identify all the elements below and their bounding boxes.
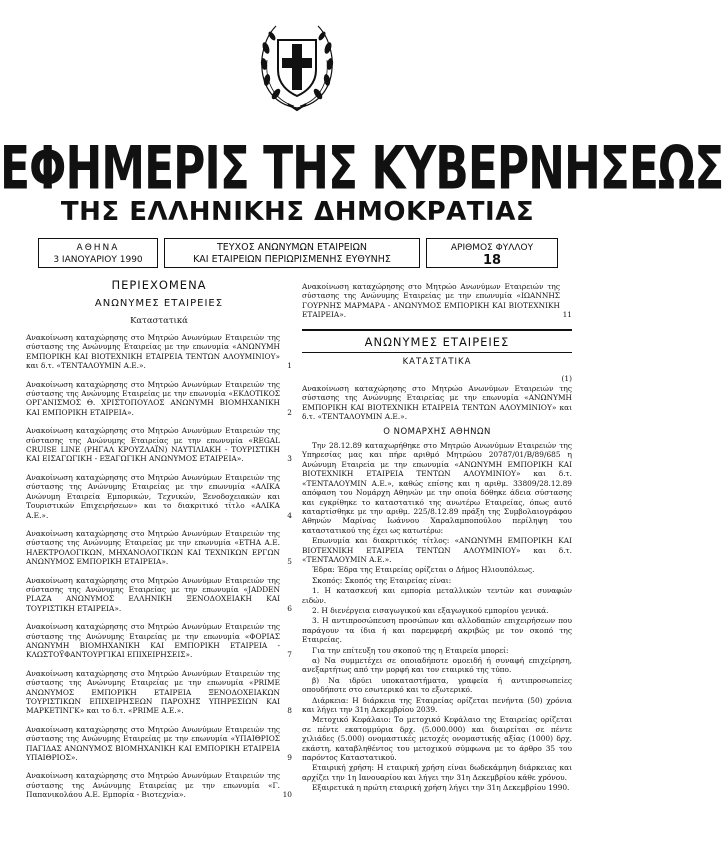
toc-item[interactable]: Ανακοίνωση καταχώρησης στο Μητρώο Ανωνύμων Εταιρειών της σύστασης της Ανώνυμης Εταιρείας με την επωνυμία «REGAL CRUISE LINE (ΡΗΓΑΛ ΚΡΟΥΖΛΑΪΝ) ΝΑΥΤΙΛΙΑΚΗ - ΤΟΥΡΙΣΤΙΚΗ ΚΑΙ ΕΙΣΑΓΩΓΙΚΗ - ΕΞΑΓΩΓΙΚΗ ΑΝΩΝΥΜΟΣ ΕΤΑΙΡΕΙΑ». 3 [26,426,292,464]
contents-title: ΠΕΡΙΕΧΟΜΕΝΑ [111,278,207,292]
toc-item[interactable]: Ανακοίνωση καταχώρησης στο Μητρώο Ανωνύμων Εταιρειών της σύστασης της Ανώνυμης Εταιρείας με την επωνυμία «ΑΛΙΚΑ Ανώνυμη Εταιρεία Εμπορικών, Τεχνικών, Ξενοδοχειακών και Τουριστικών Επιχειρήσεων» και το διακριτικό τίτλο «ΑΛΙΚΑ Α.Ε.». 4 [26,472,292,520]
issue-type-box [164,238,420,268]
entry-number: (1) [561,373,572,383]
gazette-subtitle: ΤΗΣ ΕΛΛΗΝΙΚΗΣ ΔΗΜΟΚΡΑΤΙΑΣ [60,197,535,227]
toc-page-number: 5 [287,557,292,567]
body-paragraph: Σκοπός: Σκοπός της Εταιρείας είναι: [312,575,452,585]
body-paragraph: β) Να ιδρύει υποκαταστήματα, γραφεία ή αντιπροσωπείες οπουδήποτε στο εσωτερικό και το εξωτερικό. [302,675,572,695]
contents-section: ΑΝΩΝΥΜΕΣ ΕΤΑΙΡΕΙΕΣ [94,298,224,309]
body-paragraph: 2. Η διενέργεια εισαγωγικού και εξαγωγικού εμπορίου γενικά. [312,605,549,615]
contents-subsection: Καταστατικά [130,316,188,326]
body-paragraph: 1. Η κατασκευή και εμπορία μεταλλικών τεντών και συναφών ειδών. [302,586,572,605]
toc-page-number: 11 [562,310,572,320]
body-column [302,282,572,794]
city-label: ΑΘΗΝΑ [76,243,120,253]
toc-page-number: 8 [287,706,292,716]
gazette-title: ΕΦΗΜΕΡΙΣ ΤΗΣ ΚΥΒΕΡΝΗΣΕΩΣ [0,134,723,204]
sheet-number: 18 [482,253,502,268]
body-paragraph: Εταιρική χρήση: Η εταιρική χρήση είναι δωδεκάμηνη διάρκειας και αρχίζει την 1η Ιανουαρίου και λήγει την 31η Δεκεμβρίου κάθε χρόνου. [302,763,572,782]
contents-column [26,276,292,809]
toc-page-number: 1 [287,361,292,371]
toc-page-number: 7 [287,650,292,660]
toc-item[interactable]: Ανακοίνωση καταχώρησης στο Μητρώο Ανωνύμων Εταιρειών της σύστασης της Ανώνυμης Εταιρείας με την επωνυμία «ΕΤΗΑ Α.Ε. ΗΛΕΚΤΡΟΛΟΓΙΚΩΝ, ΜΗΧΑΝΟΛΟΓΙΚΩΝ ΚΑΙ ΤΕΧΝΙΚΩΝ ΕΡΓΩΝ ΑΝΩΝΥΜΟΣ ΕΜΠΟΡΙΚΗ ΕΤΑΙΡΕΙΑ». 5 [26,528,292,567]
toc-item[interactable]: Ανακοίνωση καταχώρησης στο Μητρώο Ανωνύμων Εταιρειών της σύστασης της Ανώνυμης Εταιρείας με την επωνυμία «ΙΩΑΝΝΗΣ ΓΟΥΡΝΗΣ ΜΑΡΜΑΡΑ - ΑΝΩΝΥΜΟΣ ΕΜΠΟΡΙΚΗ ΚΑΙ ΒΙΟΤΕΧΝΙΚΗ ΕΤΑΙΡΕΙΑ». 11 [302,282,572,320]
authority-heading: Ο ΝΟΜΑΡΧΗΣ ΑΘΗΝΩΝ [383,426,491,437]
place-date-box [38,238,158,268]
toc-item[interactable]: Ανακοίνωση καταχώρησης στο Μητρώο Ανωνύμων Εταιρειών της σύστασης της Ανώνυμης Εταιρείας με την επωνυμία «JADDEN PLAZA ΑΝΩΝΥΜΟΣ ΕΛΛΗΝΙΚΗ ΞΕΝΟΔΟΧΕΙΑΚΗ ΚΑΙ ΤΟΥΡΙΣΤΙΚΗ ΕΤΑΙΡΕΙΑ». 6 [26,575,292,613]
body-paragraph: Επωνυμία και διακριτικός τίτλος: «ΑΝΩΝΥΜΗ ΕΜΠΟΡΙΚΗ ΚΑΙ ΒΙΟΤΕΧΝΙΚΗ ΕΤΑΙΡΕΙΑ ΤΕΝΤΩΝ ΑΛΟΥΜΙΝΙΟΥ» και δ.τ. «ΤΕΝΤΑΛΟΥΜΙΝ Α.Ε.». [302,536,572,564]
sheet-number-box [426,238,558,268]
sheet-number-label: ΑΡΙΘΜΟΣ ΦΥΛΛΟΥ [450,243,534,253]
body-paragraph: Έδρα: Έδρα της Εταιρείας ορίζεται ο Δήμος Ηλιουπόλεως. [312,565,535,575]
toc-item[interactable]: Ανακοίνωση καταχώρησης στο Μητρώο Ανωνύμων Εταιρειών της σύστασης της Ανώνυμης Εταιρείας με την επωνυμία «PRIME ΑΝΩΝΥΜΟΣ ΕΜΠΟΡΙΚΗ ΕΤΑΙΡΕΙΑ ΞΕΝΟΔΟΧΕΙΑΚΩΝ ΤΟΥΡΙΣΤΙΚΩΝ ΕΠΙΧΕΙΡΗΣΕΩΝ ΠΑΡΟΧΗΣ ΥΠΗΡΕΣΙΩΝ ΚΑΙ ΜΑΡΚΕΤΙΝΓΚ» και το δ.τ. «PRIME A.E.». 8 [26,668,292,716]
body-paragraph: Την 28.12.89 καταχωρήθηκε στο Μητρώο Ανωνύμων Εταιρειών της Υπηρεσίας μας και πήρε αριθμό Μητρώου 20787/01/Β/89/685 η Ανώνυμη Εταιρεία με την επωνυμία «ΑΝΩΝΥΜΗ ΕΜΠΟΡΙΚΗ ΚΑΙ ΒΙΟΤΕΧΝΙΚΗ ΕΤΑΙΡΕΙΑ ΤΕΝΤΩΝ ΑΛΟΥΜΙΝΙΟΥ» και δ.τ. «ΤΕΝΤΑΛΟΥΜΙΝ Α.Ε.», καθώς επίσης και η αριθμ. 33809/28.12.89 απόφαση του Νομάρχη Αθηνών με την οποία δόθηκε άδεια σύστασης και εγκρίθηκε το καταστατικό της ανωτέρω Εταιρείας, όπως αυτό καταρτίσθηκε με την αριθμ. 225/8.12.89 πράξη της Συμβολαιογράφου Αθηνών Μαρίνας Ιωάννου Χαραλαμποπούλου περίληψη του καταστατικού της έχει ως κατωτέρω: [302,441,572,535]
toc-page-number: 3 [287,454,292,464]
toc-item[interactable]: Ανακοίνωση καταχώρησης στο Μητρώο Ανωνύμων Εταιρειών της σύστασης της Ανώνυμης Εταιρείας με την επωνυμία «ΑΝΩΝΥΜΗ ΕΜΠΟΡΙΚΗ ΚΑΙ ΒΙΟΤΕΧΝΙΚΗ ΕΤΑΙΡΕΙΑ ΤΕΝΤΩΝ ΑΛΟΥΜΙΝΙΟΥ» και δ.τ. «ΤΕΝΤΑΛΟΥΜΙΝ Α.Ε.». 1 [26,333,292,371]
toc-item[interactable]: Ανακοίνωση καταχώρησης στο Μητρώο Ανωνύμων Εταιρειών της σύστασης της Ανώνυμης Εταιρείας με την επωνυμία «ΥΠΑΙΘΡΙΟΣ ΠΑΓΙΔΑΣ ΑΝΩΝΥΜΟΣ ΒΙΟΜΗΧΑΝΙΚΗ ΚΑΙ ΕΜΠΟΡΙΚΗ ΕΤΑΙΡΕΙΑ ΥΠΑΙΘΡΙΟΣ». 9 [26,724,292,763]
toc-page-number: 6 [287,603,292,613]
body-paragraph: Εξαιρετικά η πρώτη εταιρική χρήση λήγει την 31η Δεκεμβρίου 1990. [312,783,570,793]
body-paragraph: Διάρκεια: Η διάρκεια της Εταιρείας ορίζεται πενήντα (50) χρόνια και λήγει την 31η Δεκεμβρίου 2039. [302,695,572,715]
body-subsection-title: ΚΑΤΑΣΤΑΤΙΚΑ [402,356,472,367]
issue-type-line2: ΚΑΙ ΕΤΑΙΡΕΙΩΝ ΠΕΡΙΩΡΙΣΜΕΝΗΣ ΕΥΘΥΝΗΣ [193,254,391,265]
body-paragraph: Για την επίτευξη του σκοπού της η Εταιρεία μπορεί: [312,645,509,655]
toc-item[interactable]: Ανακοίνωση καταχώρησης στο Μητρώο Ανωνύμων Εταιρειών της σύστασης της Ανώνυμης Εταιρείας με την επωνυμία «ΕΚΔΟΤΙΚΟΣ ΟΡΓΑΝΙΣΜΟΣ Θ. ΧΡΙΣΤΟΠΟΥΛΟΣ ΑΝΩΝΥΜΗ ΒΙΟΜΗΧΑΝΙΚΗ ΚΑΙ ΕΜΠΟΡΙΚΗ ΕΤΑΙΡΕΙΑ». 2 [26,379,292,417]
body-section-title: ΑΝΩΝΥΜΕΣ ΕΤΑΙΡΕΙΕΣ [302,329,572,353]
toc-item[interactable]: Ανακοίνωση καταχώρησης στο Μητρώο Ανωνύμων Εταιρειών της σύστασης της Ανώνυμης Εταιρείας με την επωνυμία «ΦΟΡΙΑΣ ΑΝΩΝΥΜΗ ΒΙΟΜΗΧΑΝΙΚΗ ΚΑΙ ΕΜΠΟΡΙΚΗ ΕΤΑΙΡΕΙΑ - ΚΛΩΣΤΟΫΦΑΝΤΟΥΡΓΙΚΑΙ ΕΠΙΧΕΙΡΗΣΕΙΣ». 7 [26,622,292,660]
toc-item[interactable]: Ανακοίνωση καταχώρησης στο Μητρώο Ανωνύμων Εταιρειών της σύστασης της Ανώνυμης Εταιρείας με την επωνυμία «Γ. Παπανικολάου Α.Ε. Εμπορία - Βιοτεχνία». 10 [26,771,292,800]
body-paragraph: Μετοχικό Κεφάλαιο: Το μετοχικό Κεφάλαιο της Εταιρείας ορίζεται σε πέντε εκατομμύρια δρχ. (5.000.000) και διαιρείται σε πέντε χιλιάδες (5.000) ονομαστικές μετοχές ονομαστικής αξίας (1000) δρχ. εκάστη, καταβληθέντος του μετοχικού σύμφωνα με το άρθρο 35 του παρόντος Καταστατικού. [302,715,572,763]
toc-page-number: 2 [287,407,292,417]
body-paragraph: α) Να συμμετέχει σε οποιαδήποτε ομοειδή ή συναφή επιχείρηση, ανεξαρτήτως από την μορφή και τον εταιρικό της τύπο. [302,656,572,675]
toc-page-number: 10 [282,790,292,800]
issue-date: 3 ΙΑΝΟΥΑΡΙΟΥ 1990 [53,255,143,265]
coat-of-arms-icon [254,18,340,114]
issue-type-line1: ΤΕΥΧΟΣ ΑΝΩΝΥΜΩΝ ΕΤΑΙΡΕΙΩΝ [217,242,367,253]
body-paragraph: 3. Η αντιπροσώπευση προσώπων και αλλοδαπών επιχειρήσεων που παράγουν τα ίδια ή και παρεμφερή ακριβώς με τον σκοπό της Εταιρείας. [302,616,572,645]
toc-page-number: 9 [287,753,292,763]
toc-page-number: 4 [287,510,292,520]
entry-title: Ανακοίνωση καταχώρησης στο Μητρώο Ανωνύμων Εταιρειών της σύστασης της Ανώνυμης Εταιρείας με την επωνυμία «ΑΝΩΝΥΜΗ ΕΜΠΟΡΙΚΗ ΚΑΙ ΒΙΟΤΕΧΝΙΚΗ ΕΤΑΙΡΕΙΑ ΤΕΝΤΩΝ ΑΛΟΥΜΙΝΙΟΥ» και δ.τ. «ΤΕΝΤΑΛΟΥΜΙΝ Α.Ε.». [302,384,572,422]
